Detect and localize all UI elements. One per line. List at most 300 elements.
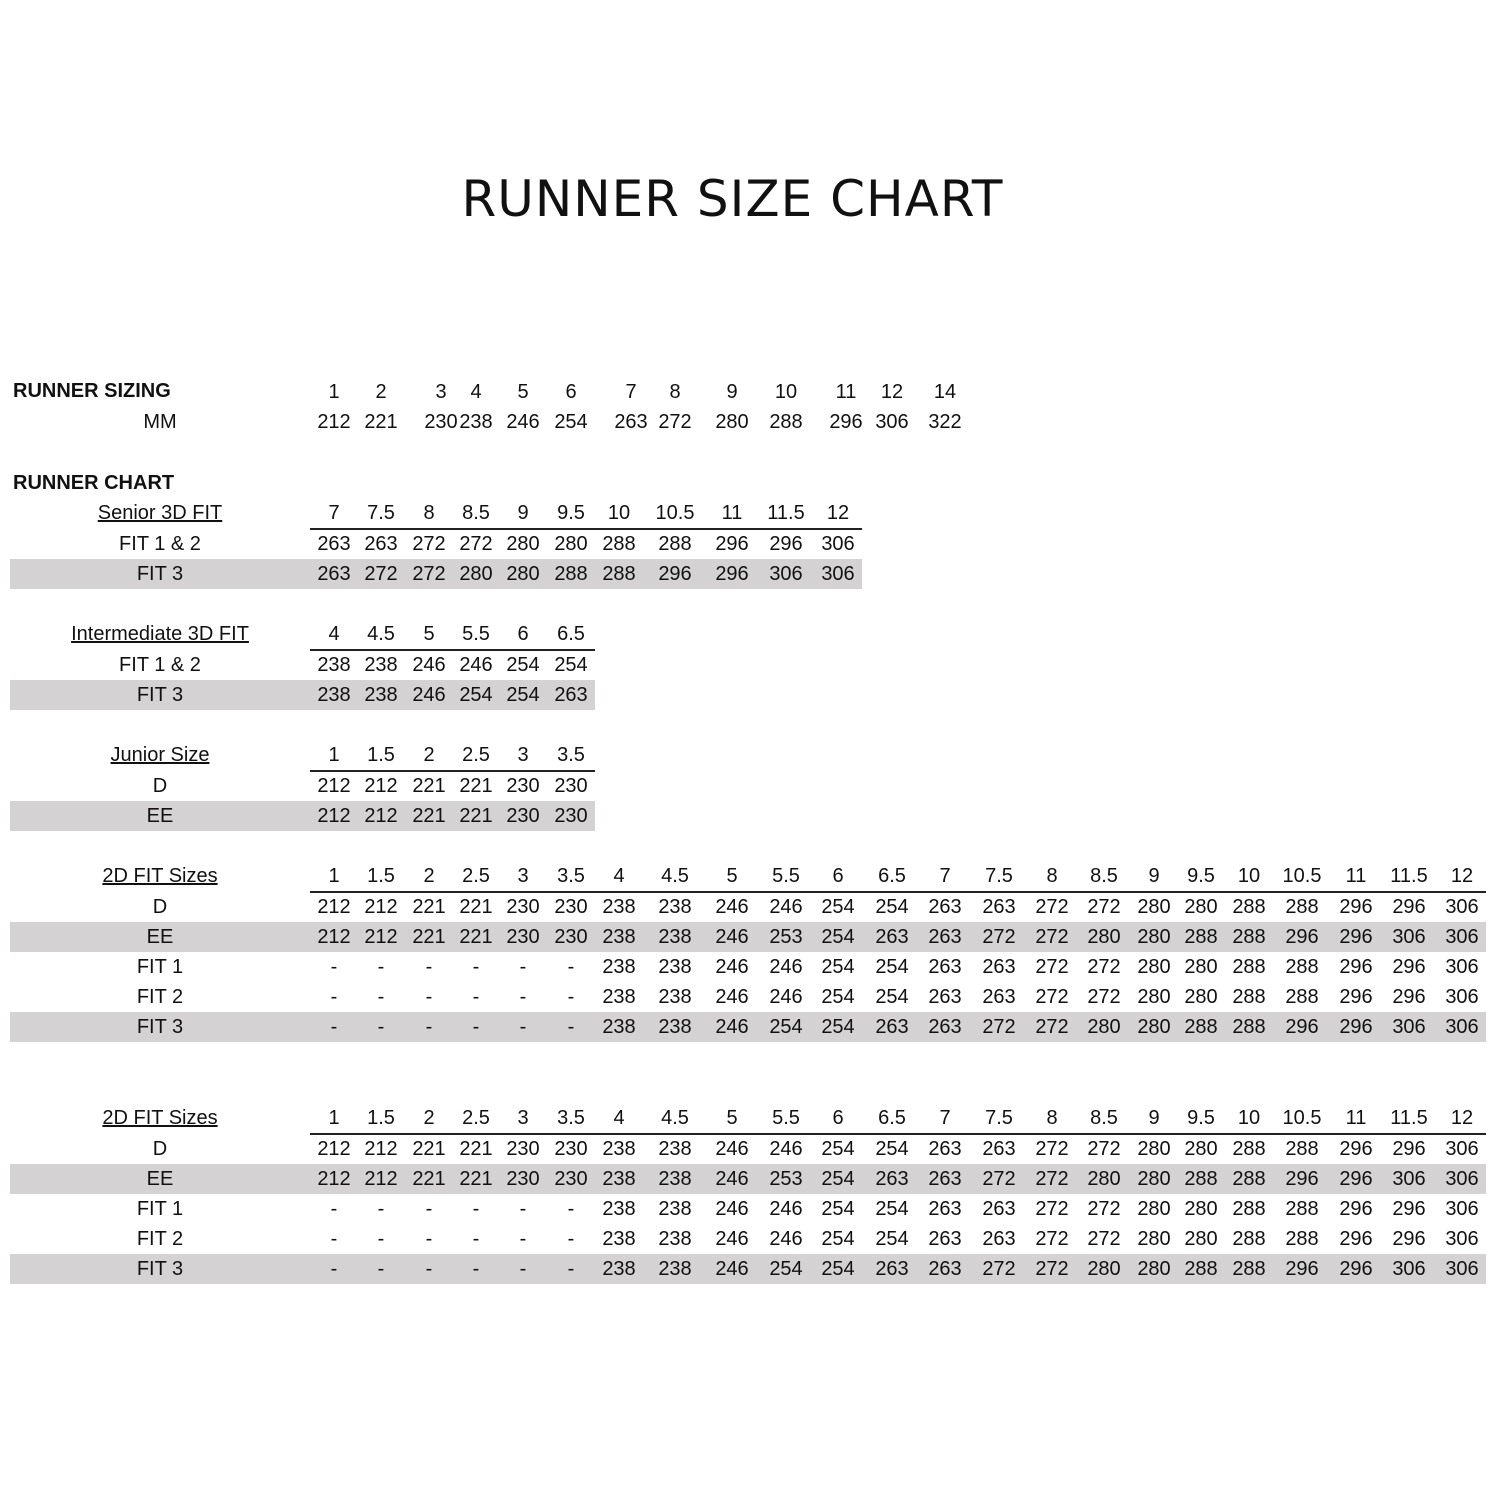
mm-value-cell: 280 — [1137, 956, 1171, 978]
mm-value-cell: 306 — [1445, 926, 1479, 948]
mm-value-cell: 263 — [982, 896, 1016, 918]
size-header-cell: 10.5 — [1282, 865, 1322, 887]
mm-value-cell: 212 — [317, 1138, 351, 1160]
mm-value-cell: 272 — [1035, 956, 1069, 978]
mm-value-cell: 263 — [928, 1258, 962, 1280]
mm-value-cell: 306 — [821, 533, 855, 555]
mm-value-cell: - — [472, 1258, 480, 1280]
mm-value-cell: - — [472, 956, 480, 978]
size-header-cell: 4 — [613, 1107, 625, 1129]
mm-value-cell: 254 — [821, 956, 855, 978]
mm-value-cell: 280 — [1184, 1198, 1218, 1220]
row-label: EE — [146, 926, 174, 948]
mm-value-cell: 280 — [1184, 896, 1218, 918]
row-label: FIT 3 — [136, 684, 184, 706]
mm-value-cell: 306 — [1392, 926, 1426, 948]
row-label: D — [152, 896, 168, 918]
size-header-cell: 12 — [1450, 1107, 1474, 1129]
mm-value-cell: 288 — [1232, 1228, 1266, 1250]
mm-value-cell: 296 — [1392, 896, 1426, 918]
size-header-cell: 6.5 — [557, 623, 585, 645]
mm-value-cell: 280 — [1184, 956, 1218, 978]
mm-value-cell: 296 — [1392, 1228, 1426, 1250]
mm-value-cell: 272 — [982, 926, 1016, 948]
table-header-label: 2D FIT Sizes — [102, 1107, 218, 1129]
mm-value-cell: 246 — [769, 956, 803, 978]
mm-value-cell: - — [330, 1228, 338, 1250]
mm-value-cell: 246 — [769, 1198, 803, 1220]
mm-value-cell: 272 — [1035, 1198, 1069, 1220]
runner-sizing-mm-row — [0, 407, 1500, 437]
mm-value-cell: 263 — [875, 1258, 909, 1280]
mm-value-cell: 263 — [928, 1138, 962, 1160]
size-header-cell: 8 — [1046, 1107, 1058, 1129]
mm-value-cell: 246 — [715, 1198, 749, 1220]
mm-value-cell: 306 — [769, 563, 803, 585]
mm-value-cell: 230 — [506, 775, 540, 797]
table-row — [0, 1194, 1500, 1224]
size-header-cell: 3.5 — [557, 865, 585, 887]
page-title: RUNNER SIZE CHART — [461, 170, 1004, 228]
mm-value-cell: 296 — [1392, 956, 1426, 978]
size-header-cell: 6.5 — [878, 1107, 906, 1129]
mm-value-cell: - — [567, 1228, 575, 1250]
mm-value-cell: 221 — [412, 926, 446, 948]
size-header-cell: 5 — [423, 623, 435, 645]
table-header-row — [0, 498, 1500, 528]
mm-value-cell: 254 — [875, 896, 909, 918]
size-header-cell: 9 — [1148, 1107, 1160, 1129]
mm-value-cell: - — [472, 1228, 480, 1250]
mm-value-cell: 238 — [364, 654, 398, 676]
mm-value-cell: 263 — [875, 1016, 909, 1038]
mm-value-cell: 296 — [1339, 1138, 1373, 1160]
mm-value-cell: 230 — [554, 926, 588, 948]
mm-value-cell: 296 — [1392, 986, 1426, 1008]
mm-value-cell: 296 — [1339, 1228, 1373, 1250]
mm-value-cell: 280 — [1137, 1016, 1171, 1038]
mm-value-cell: 254 — [875, 1228, 909, 1250]
mm-value-cell: 246 — [769, 1228, 803, 1250]
mm-value-cell: - — [567, 1016, 575, 1038]
mm-value-cell: 263 — [928, 1198, 962, 1220]
mm-value-cell: - — [377, 986, 385, 1008]
mm-value-cell: - — [425, 1016, 433, 1038]
mm-value-cell: - — [519, 1016, 527, 1038]
mm-value-cell: 254 — [821, 1016, 855, 1038]
mm-value-cell: 288 — [658, 533, 692, 555]
size-cell: 14 — [933, 381, 957, 403]
mm-value-cell: 306 — [1445, 986, 1479, 1008]
mm-value-cell: 272 — [1087, 896, 1121, 918]
size-header-cell: 9.5 — [557, 502, 585, 524]
mm-value-cell: 296 — [1285, 1016, 1319, 1038]
mm-value-cell: 296 — [715, 563, 749, 585]
row-label: FIT 1 & 2 — [119, 533, 201, 555]
mm-value-cell: 238 — [658, 1168, 692, 1190]
mm-value-cell: 246 — [769, 986, 803, 1008]
table-header-row — [0, 619, 1500, 649]
size-header-cell: 10 — [1237, 865, 1261, 887]
row-label: EE — [146, 805, 174, 827]
mm-value-cell: 288 — [1184, 1168, 1218, 1190]
mm-value-cell: - — [519, 1228, 527, 1250]
mm-value-cell: 263 — [317, 563, 351, 585]
mm-cell: 288 — [769, 411, 803, 433]
mm-value-cell: - — [330, 1258, 338, 1280]
mm-cell: 246 — [506, 411, 540, 433]
mm-value-cell: 254 — [459, 684, 493, 706]
mm-value-cell: 212 — [364, 805, 398, 827]
size-header-cell: 7.5 — [367, 502, 395, 524]
size-cell: 1 — [328, 381, 340, 403]
mm-value-cell: 306 — [1445, 956, 1479, 978]
size-header-cell: 3 — [517, 1107, 529, 1129]
size-header-cell: 11 — [721, 502, 743, 524]
mm-value-cell: 253 — [769, 926, 803, 948]
size-header-cell: 4 — [328, 623, 340, 645]
mm-value-cell: 296 — [1285, 1168, 1319, 1190]
mm-value-cell: 288 — [1285, 1138, 1319, 1160]
mm-cell: 230 — [424, 411, 458, 433]
mm-value-cell: 246 — [412, 654, 446, 676]
mm-value-cell: 272 — [982, 1168, 1016, 1190]
size-cell: 4 — [470, 381, 482, 403]
size-header-cell: 8 — [423, 502, 435, 524]
mm-value-cell: 288 — [1285, 1228, 1319, 1250]
mm-value-cell: 238 — [602, 1016, 636, 1038]
size-cell: 8 — [669, 381, 681, 403]
mm-value-cell: 212 — [364, 1138, 398, 1160]
size-cell: 12 — [880, 381, 904, 403]
mm-value-cell: 263 — [317, 533, 351, 555]
table-row — [0, 1164, 1500, 1194]
mm-value-cell: 272 — [1087, 1228, 1121, 1250]
size-header-cell: 7 — [328, 502, 340, 524]
table-row — [0, 922, 1500, 952]
mm-value-cell: 280 — [1087, 926, 1121, 948]
size-header-cell: 2 — [423, 1107, 435, 1129]
mm-value-cell: 296 — [715, 533, 749, 555]
size-header-cell: 2 — [423, 865, 435, 887]
mm-value-cell: 280 — [1137, 1198, 1171, 1220]
mm-value-cell: 238 — [658, 1138, 692, 1160]
mm-value-cell: 230 — [506, 805, 540, 827]
mm-value-cell: 288 — [1232, 1016, 1266, 1038]
mm-value-cell: 296 — [1339, 896, 1373, 918]
mm-value-cell: 272 — [1035, 1258, 1069, 1280]
mm-value-cell: - — [567, 1198, 575, 1220]
runner-sizing-size-row — [0, 377, 1500, 407]
size-header-cell: 5.5 — [462, 623, 490, 645]
mm-value-cell: 280 — [1137, 1138, 1171, 1160]
mm-value-cell: 238 — [317, 654, 351, 676]
table-header-label: Intermediate 3D FIT — [71, 623, 249, 645]
mm-value-cell: 296 — [658, 563, 692, 585]
mm-value-cell: - — [330, 1016, 338, 1038]
mm-value-cell: 296 — [1339, 1168, 1373, 1190]
mm-value-cell: 280 — [1137, 986, 1171, 1008]
size-header-cell: 1.5 — [367, 1107, 395, 1129]
size-header-cell: 6 — [832, 865, 844, 887]
mm-value-cell: 280 — [1087, 1258, 1121, 1280]
mm-value-cell: 254 — [875, 986, 909, 1008]
mm-value-cell: 272 — [364, 563, 398, 585]
mm-value-cell: 238 — [658, 926, 692, 948]
mm-value-cell: 254 — [821, 1168, 855, 1190]
mm-value-cell: 238 — [658, 986, 692, 1008]
mm-value-cell: 230 — [506, 926, 540, 948]
mm-value-cell: 288 — [1285, 956, 1319, 978]
size-header-cell: 6 — [517, 623, 529, 645]
mm-value-cell: - — [519, 1258, 527, 1280]
mm-value-cell: 263 — [928, 1016, 962, 1038]
mm-value-cell: 238 — [317, 684, 351, 706]
size-header-cell: 9 — [517, 502, 529, 524]
mm-value-cell: 288 — [1232, 986, 1266, 1008]
table-row — [0, 892, 1500, 922]
size-cell: 2 — [375, 381, 387, 403]
mm-value-cell: 272 — [412, 533, 446, 555]
mm-value-cell: 230 — [506, 896, 540, 918]
mm-value-cell: 254 — [821, 986, 855, 1008]
size-header-cell: 11 — [1345, 865, 1367, 887]
mm-value-cell: 306 — [1392, 1168, 1426, 1190]
mm-value-cell: 221 — [412, 896, 446, 918]
mm-value-cell: 288 — [1184, 1258, 1218, 1280]
size-header-cell: 11.5 — [767, 502, 805, 524]
mm-value-cell: - — [425, 1258, 433, 1280]
mm-value-cell: - — [519, 956, 527, 978]
row-label: FIT 3 — [136, 1016, 184, 1038]
size-header-cell: 10 — [607, 502, 631, 524]
mm-value-cell: 272 — [412, 563, 446, 585]
size-header-cell: 8 — [1046, 865, 1058, 887]
mm-value-cell: 280 — [1137, 1228, 1171, 1250]
mm-value-cell: 238 — [602, 1258, 636, 1280]
size-header-cell: 10.5 — [655, 502, 695, 524]
size-header-cell: 7.5 — [985, 1107, 1013, 1129]
mm-value-cell: 263 — [928, 1228, 962, 1250]
mm-value-cell: 238 — [364, 684, 398, 706]
mm-value-cell: 221 — [459, 1138, 493, 1160]
mm-value-cell: 212 — [317, 896, 351, 918]
mm-value-cell: 254 — [875, 956, 909, 978]
size-header-cell: 7.5 — [985, 865, 1013, 887]
size-cell: 10 — [774, 381, 798, 403]
mm-value-cell: 246 — [715, 1016, 749, 1038]
mm-value-cell: 288 — [1232, 1258, 1266, 1280]
mm-value-cell: 246 — [715, 926, 749, 948]
mm-value-cell: 246 — [769, 896, 803, 918]
mm-value-cell: 288 — [1232, 926, 1266, 948]
size-header-cell: 3.5 — [557, 1107, 585, 1129]
mm-value-cell: 280 — [1137, 1258, 1171, 1280]
mm-value-cell: 221 — [459, 926, 493, 948]
mm-value-cell: 288 — [554, 563, 588, 585]
mm-value-cell: 263 — [875, 926, 909, 948]
mm-value-cell: 238 — [602, 986, 636, 1008]
mm-value-cell: 306 — [1445, 1138, 1479, 1160]
mm-value-cell: 296 — [1285, 926, 1319, 948]
mm-value-cell: 221 — [412, 805, 446, 827]
mm-value-cell: 296 — [1339, 1016, 1373, 1038]
mm-value-cell: - — [377, 1258, 385, 1280]
mm-value-cell: 212 — [364, 1168, 398, 1190]
mm-value-cell: 254 — [875, 1198, 909, 1220]
mm-value-cell: - — [425, 1228, 433, 1250]
size-header-cell: 12 — [826, 502, 850, 524]
mm-value-cell: 246 — [715, 1228, 749, 1250]
mm-value-cell: 238 — [602, 926, 636, 948]
mm-value-cell: - — [330, 986, 338, 1008]
mm-value-cell: 238 — [658, 956, 692, 978]
mm-value-cell: 263 — [364, 533, 398, 555]
mm-value-cell: 280 — [1184, 1138, 1218, 1160]
size-header-cell: 8.5 — [1090, 865, 1118, 887]
table-row — [0, 680, 1500, 710]
size-header-cell: 12 — [1450, 865, 1474, 887]
table-header-label: Junior Size — [110, 744, 210, 766]
mm-value-cell: 263 — [928, 986, 962, 1008]
mm-value-cell: 280 — [1184, 1228, 1218, 1250]
mm-value-cell: 230 — [554, 1168, 588, 1190]
table-row — [0, 801, 1500, 831]
row-label: FIT 1 & 2 — [119, 654, 201, 676]
size-header-cell: 10 — [1237, 1107, 1261, 1129]
mm-value-cell: 263 — [875, 1168, 909, 1190]
size-header-cell: 7 — [939, 865, 951, 887]
size-header-cell: 5.5 — [772, 1107, 800, 1129]
size-header-cell: 9 — [1148, 865, 1160, 887]
mm-value-cell: 306 — [821, 563, 855, 585]
mm-value-cell: 280 — [459, 563, 493, 585]
mm-value-cell: 272 — [1087, 956, 1121, 978]
mm-value-cell: 230 — [554, 1138, 588, 1160]
mm-value-cell: 280 — [1137, 1168, 1171, 1190]
mm-value-cell: - — [567, 1258, 575, 1280]
mm-cell: 306 — [875, 411, 909, 433]
mm-value-cell: 280 — [506, 563, 540, 585]
mm-value-cell: 254 — [821, 926, 855, 948]
row-label: FIT 2 — [136, 1228, 184, 1250]
row-label: FIT 1 — [136, 1198, 184, 1220]
mm-value-cell: 306 — [1445, 1228, 1479, 1250]
mm-value-cell: 288 — [602, 533, 636, 555]
mm-value-cell: 280 — [554, 533, 588, 555]
size-header-cell: 2.5 — [462, 1107, 490, 1129]
mm-value-cell: - — [425, 986, 433, 1008]
row-label: FIT 3 — [136, 563, 184, 585]
row-label: FIT 1 — [136, 956, 184, 978]
mm-value-cell: 212 — [317, 926, 351, 948]
mm-value-cell: 272 — [1035, 1138, 1069, 1160]
mm-value-cell: 306 — [1445, 1258, 1479, 1280]
table-header-row — [0, 740, 1500, 770]
table-row — [0, 1134, 1500, 1164]
size-header-cell: 6.5 — [878, 865, 906, 887]
size-header-cell: 5 — [726, 1107, 738, 1129]
size-header-cell: 4 — [613, 865, 625, 887]
mm-value-cell: - — [567, 986, 575, 1008]
mm-value-cell: 212 — [317, 805, 351, 827]
mm-value-cell: 238 — [602, 1198, 636, 1220]
mm-value-cell: 263 — [928, 1168, 962, 1190]
mm-value-cell: 296 — [1339, 1258, 1373, 1280]
mm-value-cell: 272 — [1035, 926, 1069, 948]
mm-value-cell: 212 — [364, 926, 398, 948]
table-row — [0, 1012, 1500, 1042]
mm-value-cell: - — [472, 986, 480, 1008]
mm-cell: 221 — [364, 411, 398, 433]
mm-value-cell: 280 — [1137, 896, 1171, 918]
size-header-cell: 5.5 — [772, 865, 800, 887]
table-row — [0, 1224, 1500, 1254]
mm-value-cell: 221 — [459, 1168, 493, 1190]
mm-value-cell: 263 — [982, 1228, 1016, 1250]
runner-sizing-heading: RUNNER SIZING — [13, 380, 171, 402]
mm-value-cell: 254 — [506, 684, 540, 706]
size-header-cell: 11.5 — [1390, 865, 1428, 887]
mm-value-cell: 254 — [769, 1258, 803, 1280]
size-header-cell: 2.5 — [462, 865, 490, 887]
mm-value-cell: 263 — [982, 986, 1016, 1008]
mm-value-cell: 272 — [982, 1258, 1016, 1280]
mm-value-cell: 230 — [506, 1138, 540, 1160]
mm-value-cell: 296 — [1339, 926, 1373, 948]
mm-value-cell: 221 — [459, 805, 493, 827]
mm-cell: 254 — [554, 411, 588, 433]
size-header-cell: 5 — [726, 865, 738, 887]
mm-value-cell: 212 — [364, 896, 398, 918]
mm-value-cell: 238 — [602, 1138, 636, 1160]
mm-cell: 238 — [459, 411, 493, 433]
mm-value-cell: - — [519, 986, 527, 1008]
size-header-cell: 3 — [517, 865, 529, 887]
mm-value-cell: 288 — [1232, 956, 1266, 978]
mm-cell: 296 — [829, 411, 863, 433]
mm-value-cell: 221 — [412, 1168, 446, 1190]
mm-value-cell: 238 — [602, 1228, 636, 1250]
size-cell: 3 — [435, 381, 447, 403]
mm-value-cell: 246 — [715, 986, 749, 1008]
mm-value-cell: 246 — [412, 684, 446, 706]
table-header-row — [0, 1103, 1500, 1133]
mm-value-cell: 306 — [1445, 896, 1479, 918]
row-label: EE — [146, 1168, 174, 1190]
mm-value-cell: 288 — [1285, 986, 1319, 1008]
mm-value-cell: - — [425, 956, 433, 978]
mm-value-cell: 263 — [554, 684, 588, 706]
mm-value-cell: 254 — [821, 1228, 855, 1250]
mm-value-cell: 263 — [928, 926, 962, 948]
size-header-cell: 3 — [517, 744, 529, 766]
mm-value-cell: 263 — [928, 956, 962, 978]
mm-value-cell: 254 — [821, 1198, 855, 1220]
mm-value-cell: 238 — [658, 1198, 692, 1220]
size-header-cell: 9.5 — [1187, 865, 1215, 887]
mm-value-cell: 246 — [715, 896, 749, 918]
mm-value-cell: 288 — [1285, 1198, 1319, 1220]
mm-value-cell: 306 — [1445, 1198, 1479, 1220]
size-header-cell: 9.5 — [1187, 1107, 1215, 1129]
mm-value-cell: - — [567, 956, 575, 978]
mm-value-cell: 246 — [715, 1138, 749, 1160]
table-header-label: Senior 3D FIT — [97, 502, 223, 524]
size-header-cell: 4.5 — [661, 865, 689, 887]
size-cell: 11 — [835, 381, 857, 403]
row-label: D — [152, 775, 168, 797]
